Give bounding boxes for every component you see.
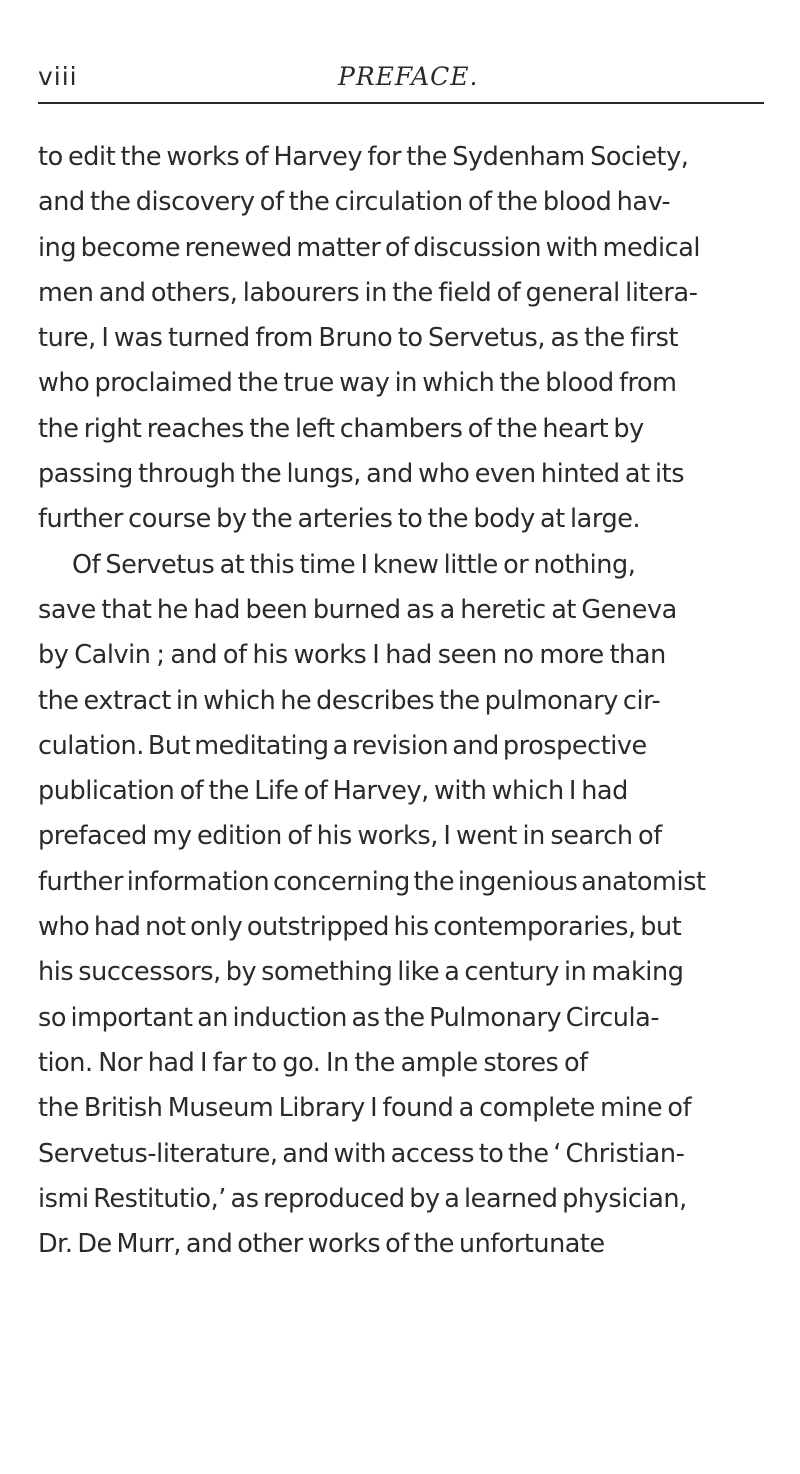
- text-line: Servetus-literature, and with access to the ‘ Christian-: [38, 1138, 685, 1169]
- text-line: to edit the works of Harvey for the Sydenham Society,: [38, 142, 689, 172]
- text-line: Of Servetus at this time I knew little or nothing,: [72, 549, 636, 580]
- text-line: Dr. De Murr, and other works of the unfortunate: [38, 1229, 605, 1260]
- text-line: who had not only outstripped his contemporaries, but: [38, 912, 682, 943]
- text-line: by Calvin ; and of his works I had seen no more than: [38, 640, 666, 671]
- text-line: passing through the lungs, and who even hinted at its: [38, 459, 685, 490]
- text-line: tion. Nor had I far to go. In the ample stores of: [38, 1047, 588, 1078]
- text-line: ing become renewed matter of discussion with medical: [38, 232, 701, 263]
- body-text: [38, 135, 786, 1267]
- running-head: PREFACE.: [338, 62, 479, 91]
- text-line: save that he had been burned as a heretic at Geneva: [38, 594, 677, 625]
- text-line: ture, I was turned from Bruno to Servetus, as the first: [38, 323, 679, 354]
- text-line: the extract in which he describes the pulmonary cir-: [38, 685, 661, 716]
- text-line: publication of the Life of Harvey, with which I had: [38, 776, 628, 807]
- text-line: further information concerning the ingenious anatomist: [38, 866, 706, 897]
- text-line: prefaced my edition of his works, I went in search of: [38, 821, 662, 852]
- text-line: ismi Restitutio,’ as reproduced by a learned physician,: [38, 1183, 687, 1214]
- text-line: and the discovery of the circulation of the blood hav-: [38, 187, 671, 218]
- text-line: so important an induction as the Pulmonary Circula-: [38, 1002, 660, 1033]
- text-line: culation. But meditating a revision and prospective: [38, 730, 647, 761]
- page-header: [38, 58, 764, 102]
- text-line: his successors, by something like a century in making: [38, 957, 684, 988]
- text-line: the British Museum Library I found a complete mine of: [38, 1093, 692, 1124]
- text-line: who proclaimed the true way in which the blood from: [38, 368, 677, 399]
- text-line: the right reaches the left chambers of the heart by: [38, 413, 644, 444]
- header-rule: [38, 102, 764, 104]
- page-number: viii: [38, 62, 78, 91]
- text-line: further course by the arteries to the body at large.: [38, 504, 641, 535]
- text-line: men and others, labourers in the field of general litera-: [38, 277, 698, 308]
